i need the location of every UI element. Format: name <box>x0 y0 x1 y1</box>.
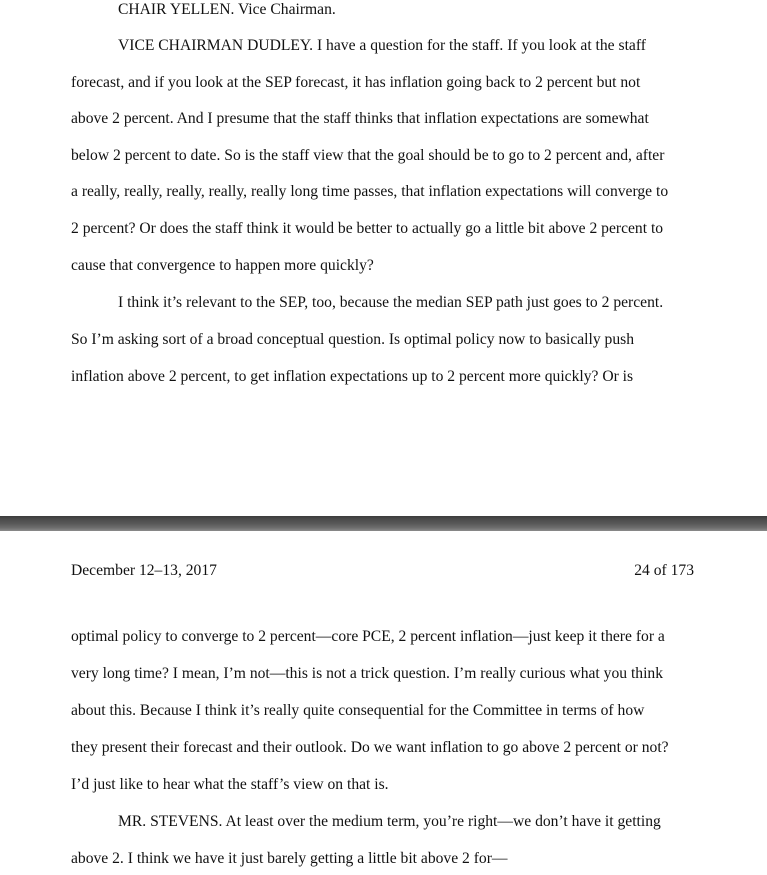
text-line: above 2. I think we have it just barely getting a little bit above 2 for— <box>71 850 508 867</box>
text-line: cause that convergence to happen more quickly? <box>71 257 374 274</box>
text-line: optimal policy to converge to 2 percent—core PCE, 2 percent inflation—just keep it there for a <box>71 628 665 645</box>
page-header-date: December 12–13, 2017 <box>71 562 217 579</box>
page-header-page-number: 24 of 173 <box>634 562 694 579</box>
text-line: 2 percent? Or does the staff think it would be better to actually go a little bit above 2 percent to <box>71 220 664 237</box>
text-line: above 2 percent. And I presume that the staff thinks that inflation expectations are somewhat <box>71 110 649 127</box>
text-line: very long time? I mean, I’m not—this is not a trick question. I’m really curious what you think <box>71 665 664 682</box>
page-separator <box>0 516 767 531</box>
text-line: inflation above 2 percent, to get inflation expectations up to 2 percent more quickly? Or is <box>71 368 634 385</box>
text-line: I’d just like to hear what the staff’s view on that is. <box>71 776 389 793</box>
text-line: forecast, and if you look at the SEP forecast, it has inflation going back to 2 percent but not <box>71 74 641 91</box>
speaker-line-chair-yellen: CHAIR YELLEN. Vice Chairman. <box>118 1 336 18</box>
text-line: So I’m asking sort of a broad conceptual question. Is optimal policy now to basically push <box>71 331 635 348</box>
text-line: about this. Because I think it’s really quite consequential for the Committee in terms of how <box>71 702 645 719</box>
text-line: a really, really, really, really, really long time passes, that inflation expectations will converge to <box>71 183 669 200</box>
paragraph-start-line: I think it’s relevant to the SEP, too, because the median SEP path just goes to 2 percent. <box>118 294 664 311</box>
transcript-page-bottom <box>0 531 767 875</box>
speaker-line-mr-stevens: MR. STEVENS. At least over the medium term, you’re right—we don’t have it getting <box>118 813 661 830</box>
speaker-line-vice-chairman-dudley: VICE CHAIRMAN DUDLEY. I have a question for the staff. If you look at the staff <box>118 37 646 54</box>
text-line: they present their forecast and their outlook. Do we want inflation to go above 2 percent or not? <box>71 739 669 756</box>
text-line: below 2 percent to date. So is the staff view that the goal should be to go to 2 percent and, after <box>71 147 665 164</box>
